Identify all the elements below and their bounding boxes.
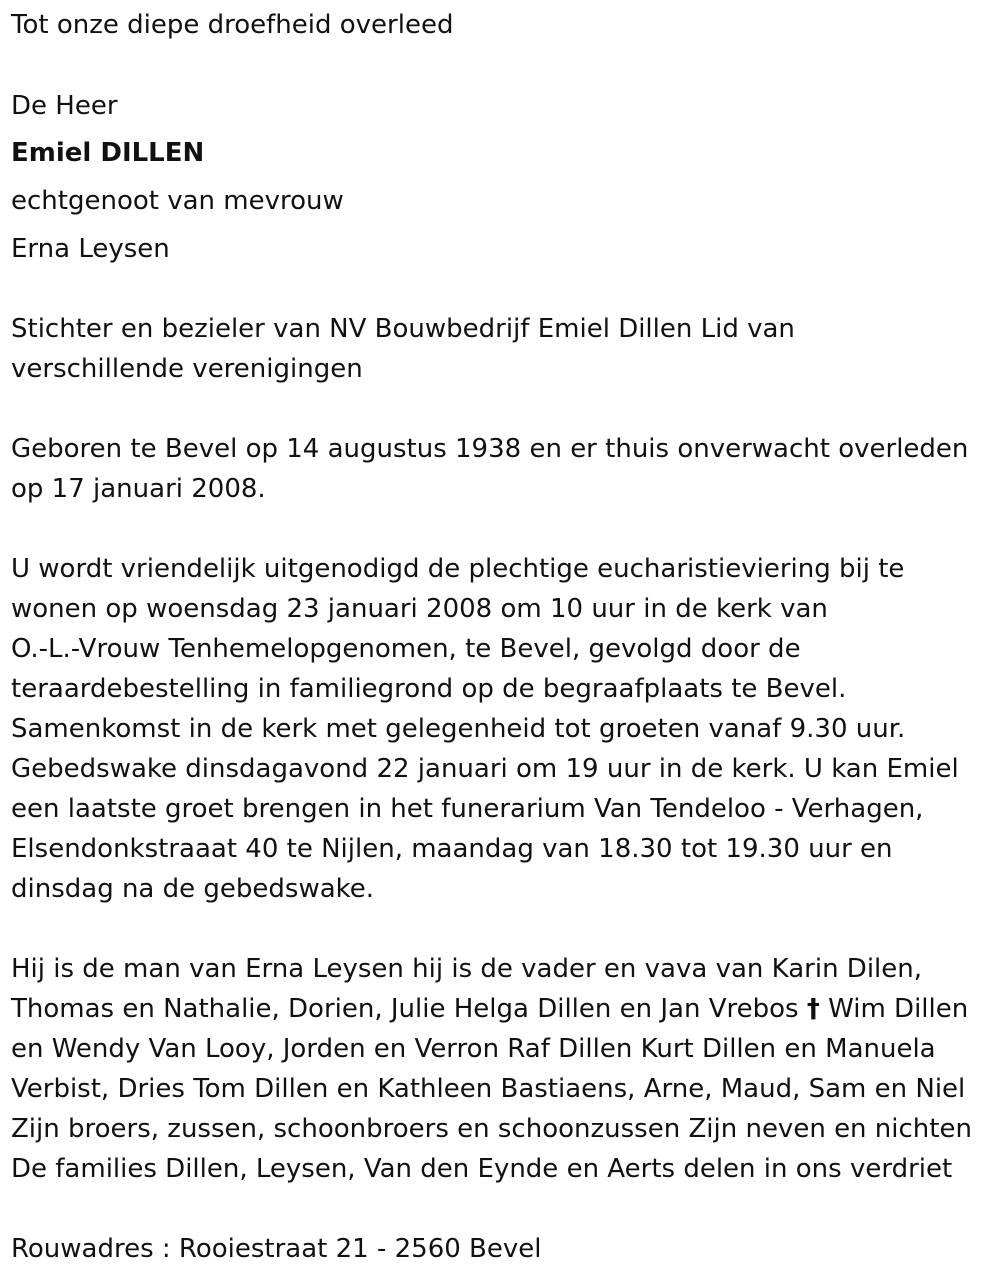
deceased-name: Emiel DILLEN [11,138,205,168]
ceremony-line: Elsendonkstraaat 40 te Nijlen, maandag van 18.30 tot 19.30 uur en [11,834,893,864]
ceremony-line: dinsdag na de gebedswake. [11,874,375,904]
ceremony-line: U wordt vriendelijk uitgenodigd de plechtige eucharistieviering bij te [11,554,905,584]
spouse-name: Erna Leysen [11,234,170,264]
ceremony-line: wonen op woensdag 23 januari 2008 om 10 uur in de kerk van [11,594,828,624]
family-line-with-cross [11,989,968,1029]
birth-line: op 17 januari 2008. [11,474,266,504]
founder-line: verschillende verenigingen [11,354,363,384]
title-prefix: De Heer [11,91,118,121]
relation-text: echtgenoot van mevrouw [11,186,344,216]
family-line: Verbist, Dries Tom Dillen en Kathleen Bastiaens, Arne, Maud, Sam en Niel [11,1074,966,1104]
founder-line: Stichter en bezieler van NV Bouwbedrijf Emiel Dillen Lid van [11,314,795,344]
family-line: en Wendy Van Looy, Jorden en Verron Raf Dillen Kurt Dillen en Manuela [11,1034,936,1064]
ceremony-line: een laatste groet brengen in het funerarium Van Tendeloo - Verhagen, [11,794,924,824]
ceremony-line: Samenkomst in de kerk met gelegenheid tot groeten vanaf 9.30 uur. [11,714,906,744]
intro-text: Tot onze diepe droefheid overleed [11,10,454,40]
family-line: Hij is de man van Erna Leysen hij is de vader en vava van Karin Dilen, [11,954,923,984]
family-line: Zijn broers, zussen, schoonbroers en schoonzussen Zijn neven en nichten [11,1114,972,1144]
mourning-address: Rouwadres : Rooiestraat 21 - 2560 Bevel [11,1234,542,1264]
family-text: Thomas en Nathalie, Dorien, Julie Helga Dillen en Jan Vrebos [11,994,807,1024]
birth-line: Geboren te Bevel op 14 augustus 1938 en er thuis onverwacht overleden [11,434,969,464]
ceremony-line: Gebedswake dinsdagavond 22 januari om 19 uur in de kerk. U kan Emiel [11,754,959,784]
ceremony-line: teraardebestelling in familiegrond op de begraafplaats te Bevel. [11,674,847,704]
family-line: De families Dillen, Leysen, Van den Eynde en Aerts delen in ons verdriet [11,1154,953,1184]
cross-icon: † [806,994,820,1024]
family-text: Wim Dillen [819,994,969,1024]
ceremony-line: O.-L.-Vrouw Tenhemelopgenomen, te Bevel, gevolgd door de [11,634,801,664]
